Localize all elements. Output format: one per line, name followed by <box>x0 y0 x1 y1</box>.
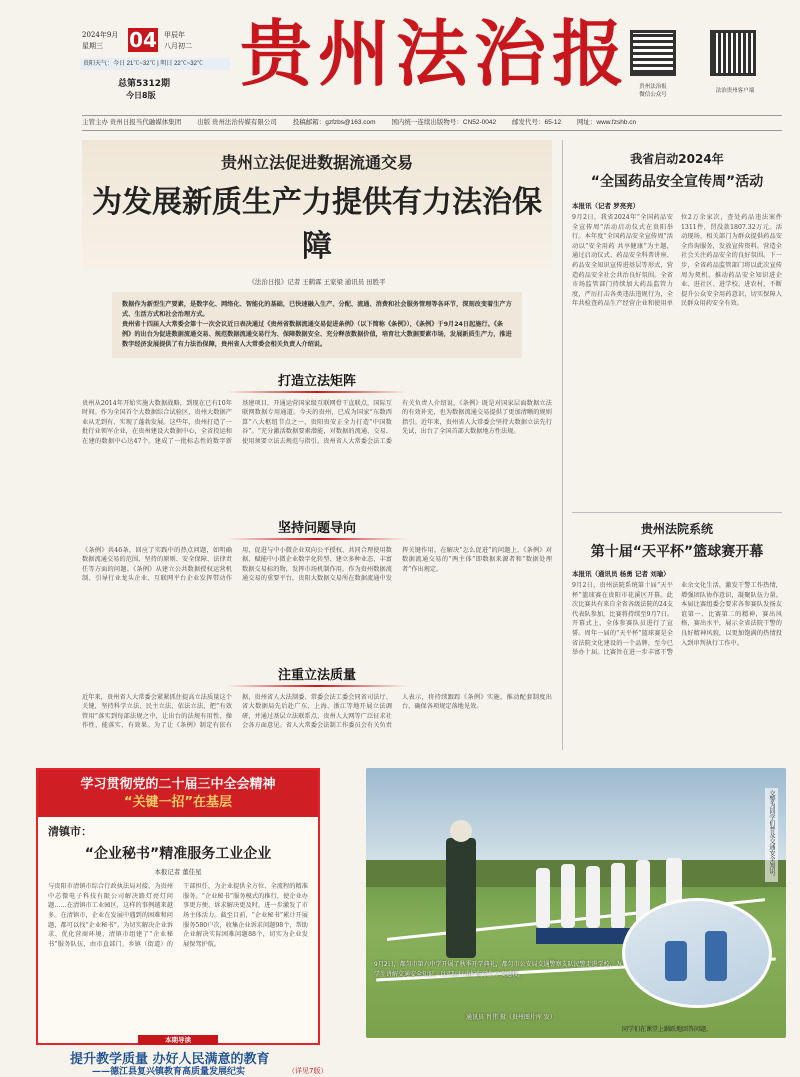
section-text-2: 《条例》共46条，回应了实践中的热点问题，如明确数据流通交易的范围、坚持的原则、安全保障、法律责任等方面的问题。《条例》从建立公共数据授权运营机制、引导行业龙头企业、互联网平台企业发挥带动作用、促进与中小微企业双向公平授权、共同合理使用数据、赋能中小微企业数字化转型、建立多种业态、丰富数据交易标的物，发挥市场机制作用。作为贵州数据流通交易的重要平台，贵阳大数据交易所在数据流通中发挥关键作用。在解决“怎么促进”的问题上，《条例》对数据流通交易的“两主体”即数据来源者和“数据处理者”作出规定。 <box>82 546 552 583</box>
feature-location: 清镇市： <box>48 825 92 839</box>
feature-byline: 本报记者 董佳星 <box>154 869 202 877</box>
right2-text: 9月2日，贵州法院系统第十届“天平杯”篮球赛在贵阳市花溪区开幕。此次比赛共有来自全省各级法院的24支代表队参加，比赛将持续至9月7日。开幕式上，全体参赛队员进行了宣誓。周年一届的“天平杯”篮球赛是全省法院文化建设的一个品牌，至今已举办十届。比赛旨在进一步丰富干警业余文化生活，激发干警工作热情，增强团队协作意识，凝聚队伍力量。本届比赛组委会要求各参赛队发扬友谊第一、比赛第二的精神，赛出风格，赛出水平，展示全省法院干警的良好精神风貌，以更加饱满的热情投入到审判执行工作中。 <box>572 582 782 657</box>
guide-tag: 本期导读 <box>138 1035 218 1045</box>
masthead-day: 04 <box>129 28 157 52</box>
right-article-2 <box>572 520 782 749</box>
info-web: 网址：www.fzshb.cn <box>576 119 637 126</box>
section-title-1: 打造立法矩阵 <box>82 370 552 393</box>
info-cn: 国内统一连续出版物号：CN52-0042 <box>391 119 497 126</box>
guide-see-page[interactable]: （详见7版） <box>288 1067 328 1075</box>
section-text-1: 贵州从2014年开始实施大数据战略，到现在已有10年时间。作为全国首个大数据综合试验区，贵州大数据产业从无到有，实现了蓬勃发展。这些年，贵州打造了一批行业领军企业，在贵州建设大数据中心，全省投运和在建的数据中心达47个。建成了一批标志性的数字新基建项目，开通运营国家级互联网骨干直联点，国际互联网数据专用通道。今天的贵州，已成为国家“东数西算”八大枢纽节点之一，贵阳贵安正全力打造“中国数谷”。“充分激活数据要素潜能，对数据的流通、交易、使用须要立法去规范与指引。贵州省人大常委会法工委有关负责人介绍说，《条例》既是对国家层面数据立法的有效补充，也为数据流通交易提供了更加清晰的规则指引。近年来，贵州省人大常委会坚持大数据立法先行先试，出台了全国首部大数据地方性法规。 <box>82 399 552 446</box>
app-qr-code <box>710 30 756 76</box>
masthead-date-block <box>82 30 118 52</box>
column-divider <box>562 140 563 750</box>
photo-caption: 9月2日，都匀市第六中学开展了秋季开学典礼，都匀市公安局交通警察支队民警走进学校，为学生讲解交通安全知识，以实际行动护航学生平安返校。 <box>374 961 622 978</box>
masthead-date: 2024年9月 <box>82 31 119 39</box>
guide-tag-wrap <box>36 1035 320 1045</box>
right2-byline: 本报讯（通讯员 杨勇 记者 刘瑜） <box>572 570 670 578</box>
masthead-weekday: 星期三 <box>82 42 103 51</box>
weather-bar: 贵阳天气：今日 21℃~32℃ | 明日 22℃~32℃ <box>80 58 230 70</box>
masthead-lunar <box>164 30 192 52</box>
qr2-caption: 法治贵州客户端 <box>715 88 755 94</box>
lead-article <box>82 140 552 740</box>
inset-tag: 同学们在课堂上踊跃地回答问题。 <box>622 1026 713 1033</box>
info-post: 邮发代号：65-12 <box>511 119 562 126</box>
lead-intro: 数据作为新型生产要素，是数字化、网络化、智能化的基础，已快速融入生产、分配、流通、消费和社会服务管理等各环节，深刻改变着生产方式、生活方式和社会治理方式。 贵州省十四届人大常委会第十一次会议近日表决通过《贵州省数据流通交易促进条例》（以下简称《条例》），《条例》于9月24日起施行。《条例》的出台为促进数据流通交易、规范数据流通交易行为、保障数据安全、充分释放数据价值，培育壮大数据要素市场，发展新质生产力，推进数字经济发展提供了有力法治保障，贵州省人大常委会相关负责人介绍说。 <box>112 292 522 358</box>
issue-number: 总第5312期 <box>118 79 171 89</box>
photo-tag: 交警为同学们普及交通安全知识。 <box>765 788 778 882</box>
wechat-qr-code <box>630 30 676 76</box>
right-article-1 <box>572 150 782 493</box>
feature-box <box>36 768 320 1045</box>
feature-banner <box>38 770 318 817</box>
lead-byline: 《法治日报》记者 王鹤霖 王家梁 通讯员 田胜平 <box>248 279 386 286</box>
masthead-lunar-day: 八月初二 <box>164 42 192 51</box>
lead-headline: 为发展新质生产力提供有力法治保障 <box>92 185 542 264</box>
right1-byline: 本报讯（记者 罗亮亮） <box>572 202 640 210</box>
section-title-2: 坚持问题导向 <box>82 517 552 540</box>
right1-text: 9月2日，我省2024年“全国药品安全宣传周”活动启动仪式在贵阳举行。本年度“全国药品安全宣传周”活动以“安全用药 共享健康”为主题，通过启动仪式、药品安全科普讲座、药品安全知识宣传进基层等形式，营造药品安全社会共治良好氛围。全省市场监管部门持续加大药品监管力度，严厉打击各类违法违规行为，全年共检查药品生产经营企业和使用单位2万余家次，查处药品违法案件1311件，罚没款1807.32万元。活动现场，相关部门为群众提供药品安全咨询服务，发放宣传资料，营造全社会关注药品安全的良好氛围。下一步，全省药品监管部门将以此次宣传周为契机，推动药品安全知识进企业、进社区、进学校、进农村，不断提升公众安全用药意识，切实保障人民群众用药安全有效。 <box>572 214 782 308</box>
section-text-3: 近年来，贵州省人大常委会紧紧抓住提高立法质量这个关键，坚持科学立法、民主立法、依法立法，把“有效管用”落实到每部法规之中，让出台的法规有用性、操作性、能落实、有效果。为了让《条例》制定有依有据，贵州省人大法制委、常委会法工委会同省司法厅、省大数据局先后赴广东、上海、浙江等地开展立法调研，并通过基层立法联系点、贵州人大网等广泛征求社会各方面意见。省人大常委会法制工作委员会有关负责人表示，将持续跟踪《条例》实施，推动配套制度出台，确保各项规定落地见效。 <box>82 693 552 730</box>
guide-headline: 提升教学质量 办好人民满意的教育 <box>70 1052 270 1067</box>
school-photo <box>366 768 786 1038</box>
section-title-3: 注重立法质量 <box>82 664 552 687</box>
right1-kicker: 我省启动2024年 <box>630 152 724 166</box>
publication-info-bar <box>82 115 782 131</box>
qr1-caption: 贵州法治报 微信公众号 <box>639 84 667 98</box>
right2-headline: 第十届“天平杯”篮球赛开幕 <box>590 544 764 560</box>
right1-headline: “全国药品安全宣传周”活动 <box>590 174 764 190</box>
divider <box>572 512 782 513</box>
info-publisher: 出版 贵州法治传媒有限公司 <box>197 119 277 126</box>
photo-credit: 通讯员 肖伟 摄（贵州图片库 发） <box>466 1014 556 1021</box>
feature-banner-line1: 学习贯彻党的二十届三中全会精神 <box>80 777 276 792</box>
feature-headline: “企业秘书”精准服务工业企业 <box>84 846 272 863</box>
newspaper-title: 贵州法治报 <box>240 11 631 96</box>
masthead-lunar-year: 甲辰年 <box>164 31 185 39</box>
feature-banner-line2: “关键一招”在基层 <box>123 794 233 810</box>
guide-subheadline: ——德江县复兴镇教育高质量发展纪实 <box>92 1067 246 1077</box>
lead-kicker: 贵州立法促进数据流通交易 <box>220 153 413 172</box>
inset-photo <box>622 898 772 1008</box>
info-host: 主管主办 贵州日报当代融媒体集团 <box>82 119 182 126</box>
page-count: 今日8版 <box>126 91 156 100</box>
info-email: 投稿邮箱：gzfzbs@163.com <box>292 119 376 126</box>
feature-text: 与贵阳市清镇市综合行政执法局对接，为贵州中芯微电子科技有限公司解决路灯亮灯问题……在清镇市工业园区，这样的事例越来越多。在清镇市，企业在发展中遇到的困难和问题，都可以找“企业秘书”。为切实解决企业诉求、优化营商环境，清镇市组建了“企业秘书”服务队伍，由市直部门、乡镇（街道）的干部担任，为企业提供全方位、全流程的精准服务。“企业秘书”服务模式的推行，使企业办事更方便、诉求解决更及时，进一步激发了市场主体活力。截至目前，“企业秘书”累计开展服务580户次，收集企业诉求问题98个，帮助企业解决实际困难问题88个，切实为企业发展保驾护航。 <box>48 883 308 948</box>
right2-kicker: 贵州法院系统 <box>640 522 713 536</box>
